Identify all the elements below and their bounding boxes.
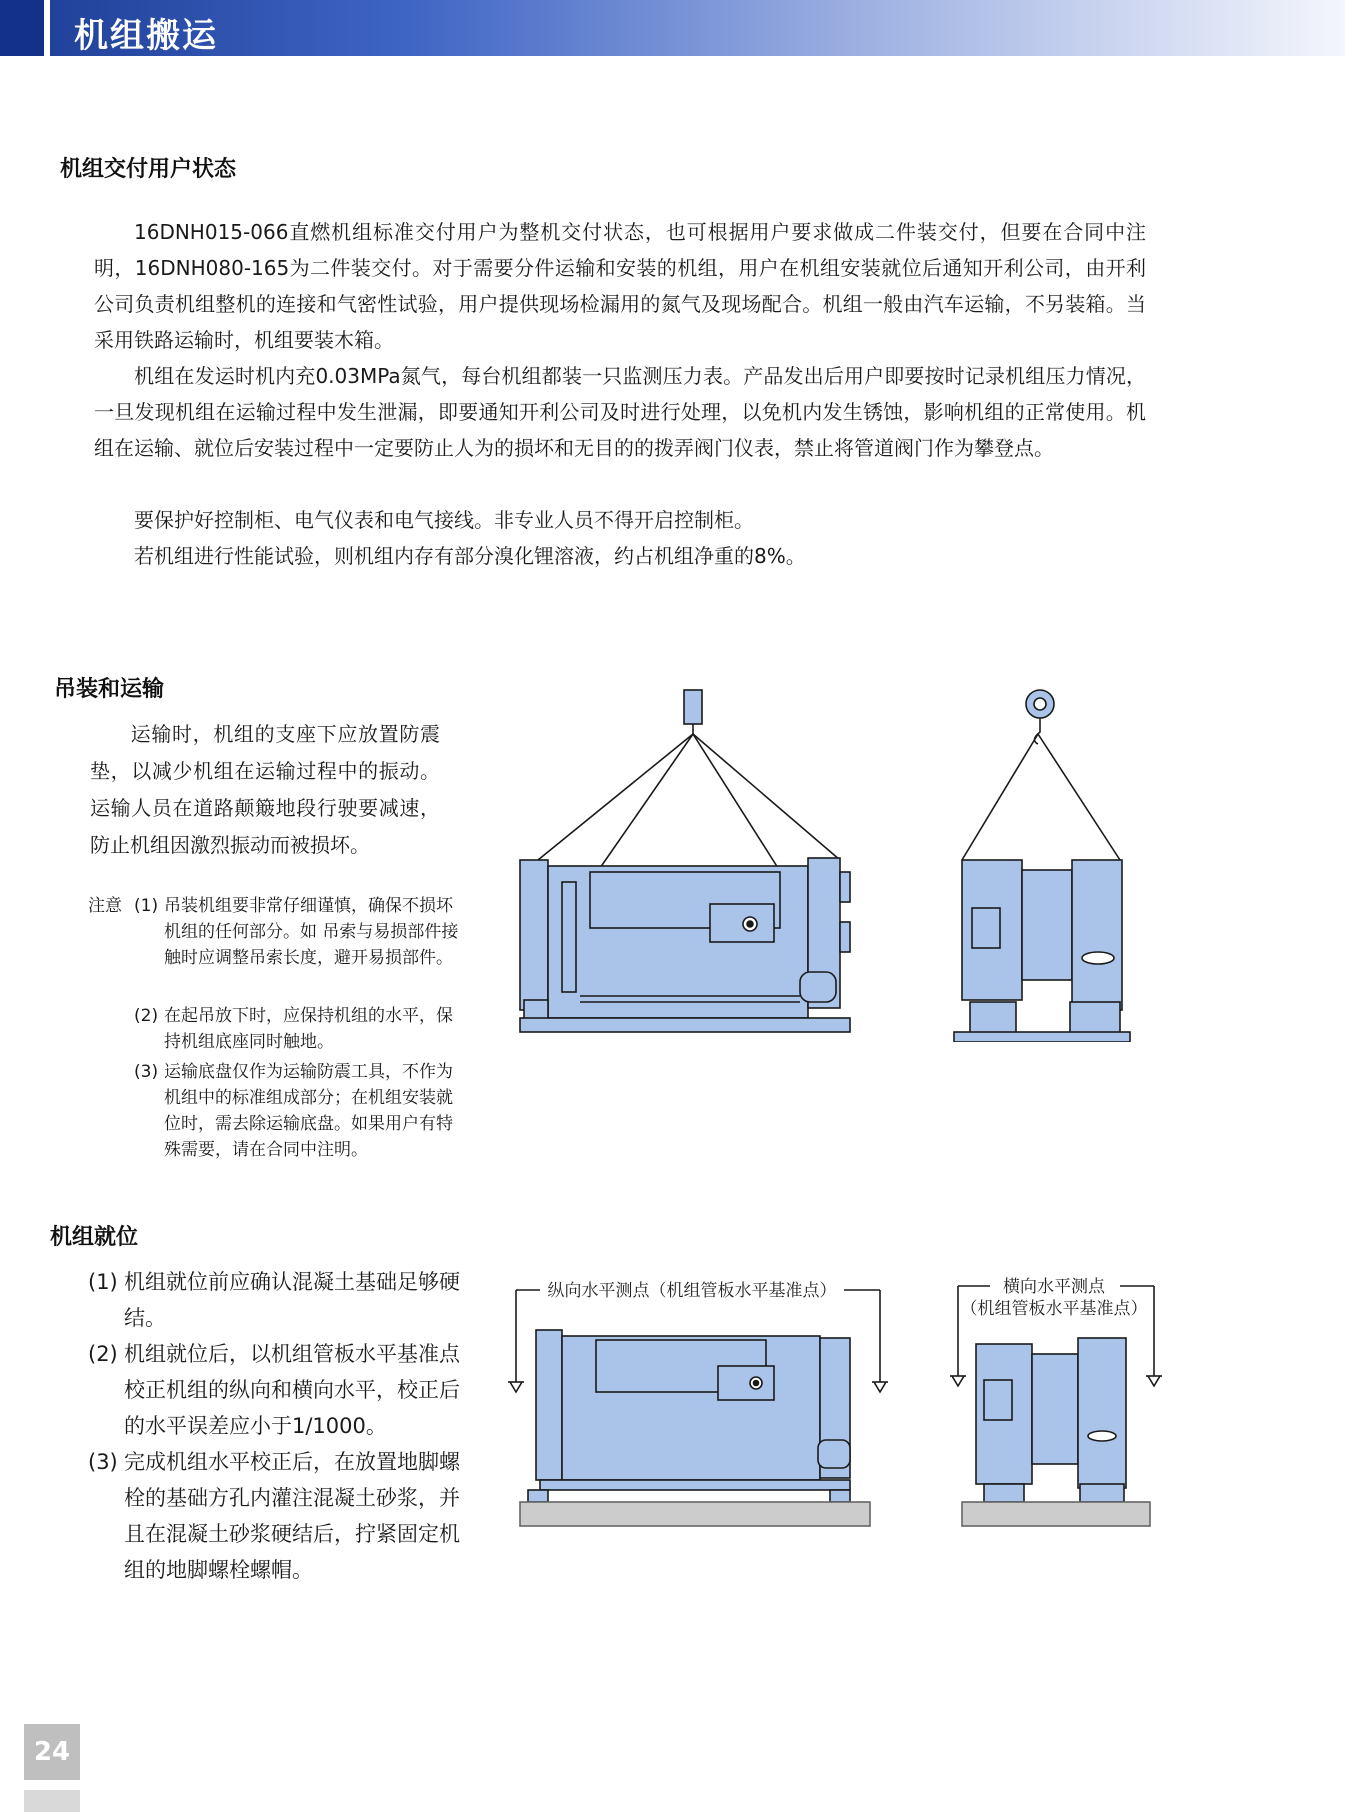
positioning-side-view-figure [950,1270,1170,1530]
note-number: (3) [134,1062,159,1082]
lifting-front-view-figure [510,682,870,1042]
delivery-paragraph-4-text: 若机组进行性能试验，则机组内存有部分溴化锂溶液，约占机组净重的8%。 [134,544,806,568]
lifting-paragraph [90,716,440,864]
header-divider [44,0,50,56]
page-number-strip [24,1790,80,1812]
note-text: 在起吊放下时，应保持机组的水平，保持机组底座同时触地。 [164,1006,453,1052]
delivery-paragraph-2 [94,358,1146,466]
section-heading-lifting: 吊装和运输 [54,677,165,702]
note-prefix: 注意 [88,896,122,916]
delivery-paragraph-3 [94,502,1146,538]
lifting-side-view-figure [950,682,1140,1042]
note-text: 运输底盘仅作为运输防震工具，不作为机组中的标准组成部分；在机组安装就位时，需去除运输底盘。如果用户有特殊需要，请在合同中注明。 [164,1062,453,1160]
page-title: 机组搬运 [74,16,218,56]
positioning-item-number: (2) [88,1342,118,1366]
header-accent-block [0,0,44,56]
positioning-item-text: 机组就位后，以机组管板水平基准点校正机组的纵向和横向水平，校正后的水平误差应小于1/1000。 [124,1342,460,1438]
delivery-paragraph-1-text: 16DNH015-066直燃机组标准交付用户为整机交付状态，也可根据用户要求做成二件装交付，但要在合同中注明，16DNH080-165为二件装交付。对于需要分件运输和安装的机组，用户在机组安装就位后通知开利公司，由开利公司负责机组整机的连接和气密性试验，用户提供现场检漏用的氮气及现场配合。机组一般由汽车运输，不另装箱。当采用铁路运输时，机组要装木箱。 [94,220,1146,352]
note-number: (1) [134,896,159,916]
section-heading-positioning: 机组就位 [50,1225,139,1250]
page-number: 24 [24,1724,80,1780]
positioning-item-text: 完成机组水平校正后，在放置地脚螺栓的基础方孔内灌注混凝土砂浆，并且在混凝土砂浆硬结后，拧紧固定机组的地脚螺栓螺帽。 [124,1450,460,1582]
positioning-front-view-figure [500,1270,900,1530]
crane-hook-block [684,690,702,724]
delivery-paragraph-3-text: 要保护好控制柜、电气仪表和电气接线。非专业人员不得开启控制柜。 [134,508,754,532]
positioning-item-number: (1) [88,1270,118,1294]
caption-longitudinal: 纵向水平测点（机组管板水平基准点） [547,1281,837,1301]
caption-transverse-line-2: （机组管板水平基准点） [960,1299,1148,1319]
lifting-paragraph-text: 运输时，机组的支座下应放置防震垫，以减少机组在运输过程中的振动。运输人员在道路颠簸地段行驶要减速，防止机组因激烈振动而被损坏。 [90,722,440,857]
delivery-paragraph-2-text: 机组在发运时机内充0.03MPa氮气，每台机组都装一只监测压力表。产品发出后用户即要按时记录机组压力情况，一旦发现机组在运输过程中发生泄漏，即要通知开利公司及时进行处理，以免机内发生锈蚀，影响机组的正常使用。机组在运输、就位后安装过程中一定要防止人为的损坏和无目的的拨弄阀门仪表，禁止将管道阀门作为攀登点。 [94,364,1146,460]
delivery-paragraph-4 [94,538,1146,574]
caption-transverse-line-1: 横向水平测点 [1003,1277,1105,1297]
note-text: 吊装机组要非常仔细谨慎，确保不损坏机组的任何部分。如 吊索与易损部件接触时应调整吊索长度，避开易损部件。 [164,896,459,968]
positioning-item-number: (3) [88,1450,118,1474]
note-number: (2) [134,1006,159,1026]
positioning-item-text: 机组就位前应确认混凝土基础足够硬结。 [124,1270,460,1330]
delivery-paragraph-1 [94,214,1146,358]
section-heading-delivery: 机组交付用户状态 [60,157,237,182]
